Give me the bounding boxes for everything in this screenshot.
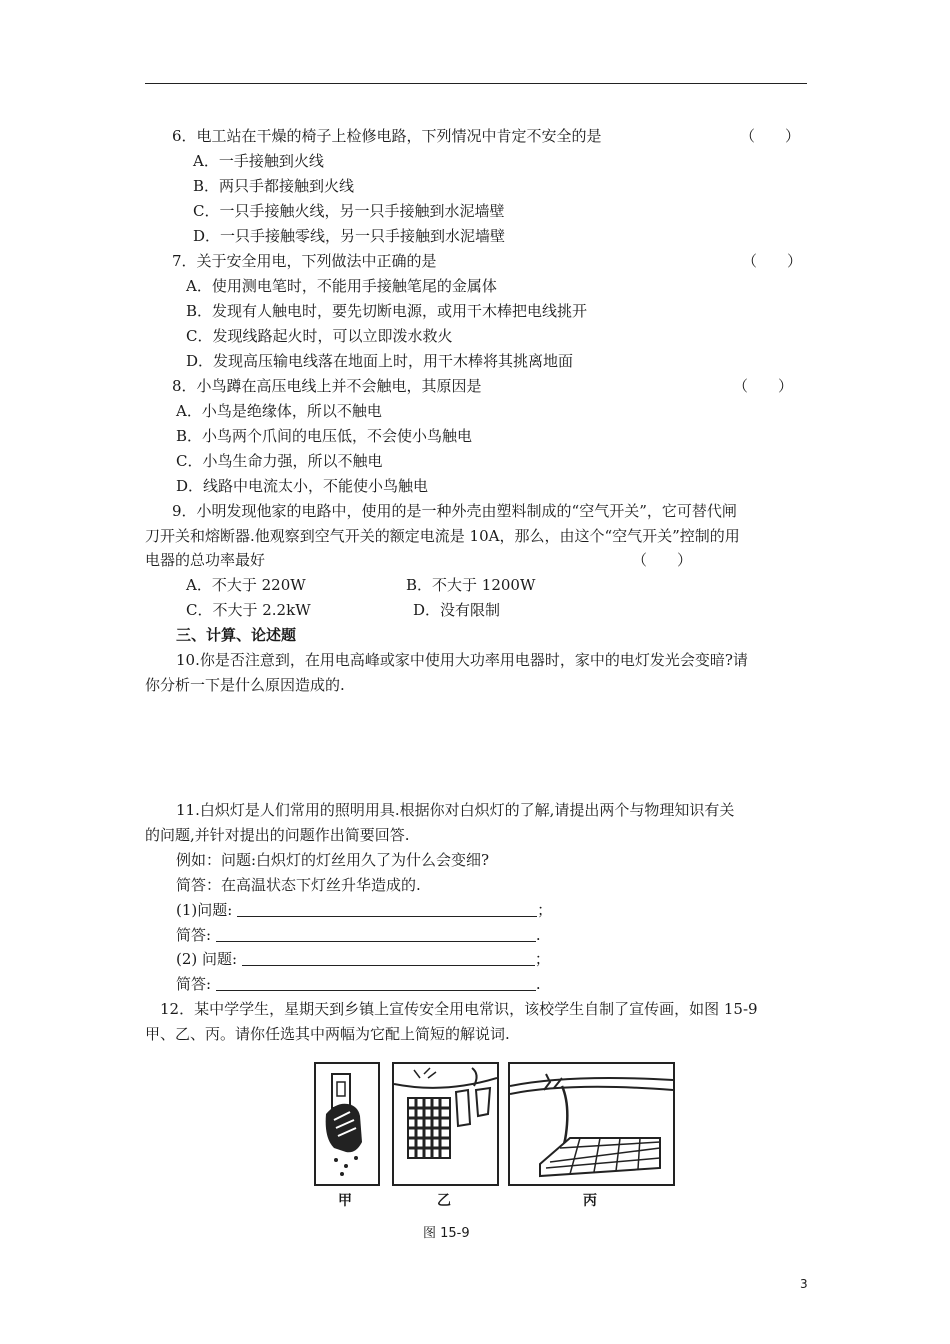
q11-stem-line1: 11.白炽灯是人们常用的照明用具.根据你对白炽灯的了解,请提出两个与物理知识有关 — [176, 801, 735, 819]
section-heading: 三、计算、论述题 — [176, 626, 297, 644]
q8-option-c: C．小鸟生命力强，所以不触电 — [176, 452, 383, 470]
figure-label-jia: 甲 — [338, 1193, 352, 1209]
q7-option-a: A．使用测电笔时，不能用手接触笔尾的金属体 — [186, 277, 497, 295]
q11-answer2-label: 简答: — [176, 975, 212, 993]
q6-answer-paren: （ ） — [740, 127, 801, 145]
figure-label-bing: 丙 — [583, 1193, 597, 1209]
q11-answer2-end: . — [535, 975, 541, 993]
clothes-on-wire-illustration — [394, 1064, 497, 1184]
figure-panel-jia — [314, 1062, 380, 1186]
q7-option-c: C．发现线路起火时，可以立即泼水救火 — [186, 327, 453, 345]
q11-question1-end: ； — [537, 901, 553, 919]
q11-question2-end: ； — [534, 950, 550, 968]
header-rule — [145, 83, 807, 84]
q7-option-d: D．发现高压输电线落在地面上时，用干木棒将其挑离地面 — [186, 352, 574, 370]
q8-option-d: D．线路中电流太小，不能使小鸟触电 — [176, 477, 429, 495]
q9-option-d: D．没有限制 — [413, 601, 501, 619]
q11-answer1-blank[interactable] — [216, 925, 536, 942]
q10-stem-line1: 10.你是否注意到，在用电高峰或家中使用大功率用电器时，家中的电灯发光会变暗?请 — [176, 651, 748, 669]
q11-answer1-label: 简答: — [176, 926, 212, 944]
q11-answer1-row — [176, 924, 541, 946]
q8-answer-paren: （ ） — [733, 377, 794, 395]
q6-option-c: C．一只手接触火线，另一只手接触到水泥墙壁 — [193, 202, 505, 220]
q6-option-b: B．两只手都接触到火线 — [193, 177, 355, 195]
fallen-wire-illustration — [510, 1064, 673, 1184]
q8-stem: 8．小鸟蹲在高压电线上并不会触电，其原因是 — [172, 377, 482, 395]
q9-answer-paren: （ ） — [632, 551, 693, 569]
q11-question1-blank[interactable] — [237, 900, 537, 917]
figure-panel-yi — [392, 1062, 499, 1186]
q10-stem-line2: 你分析一下是什么原因造成的. — [145, 676, 345, 694]
q11-question2-blank[interactable] — [242, 949, 535, 966]
q11-example-question: 例如：问题:白炽灯的灯丝用久了为什么会变细? — [176, 851, 490, 869]
q9-option-a: A．不大于 220W — [186, 576, 306, 594]
q7-answer-paren: （ ） — [742, 252, 803, 270]
q7-option-b: B．发现有人触电时，要先切断电源，或用干木棒把电线挑开 — [186, 302, 588, 320]
figure-panel-bing — [508, 1062, 675, 1186]
q11-example-answer: 简答：在高温状态下灯丝升华造成的. — [176, 876, 421, 894]
figure-caption: 图 15-9 — [423, 1226, 470, 1241]
figure-label-yi: 乙 — [437, 1193, 451, 1209]
q11-answer2-row — [176, 973, 541, 995]
q11-question1-label: (1)问题: — [176, 901, 233, 919]
q6-option-d: D．一只手接触零线，另一只手接触到水泥墙壁 — [193, 227, 506, 245]
q9-option-c: C．不大于 2.2kW — [186, 601, 311, 619]
q8-option-b: B．小鸟两个爪间的电压低，不会使小鸟触电 — [176, 427, 473, 445]
q11-answer1-end: . — [535, 926, 541, 944]
q6-option-a: A．一手接触到火线 — [193, 152, 324, 170]
q9-stem-line3: 电器的总功率最好 — [145, 551, 266, 569]
q7-stem: 7．关于安全用电，下列做法中正确的是 — [172, 252, 437, 270]
q11-answer2-blank[interactable] — [216, 974, 536, 991]
page-number: 3 — [800, 1277, 808, 1291]
q8-option-a: A．小鸟是绝缘体，所以不触电 — [176, 402, 382, 420]
q11-stem-line2: 的问题,并针对提出的问题作出简要回答. — [145, 826, 410, 844]
q12-stem-line1: 12．某中学学生，星期天到乡镇上宣传安全用电常识，该校学生自制了宣传画，如图 15-9 — [160, 1000, 758, 1018]
q11-question2-label: (2) 问题: — [176, 950, 238, 968]
q11-question2-row — [176, 948, 550, 970]
q11-question1-row — [176, 899, 552, 921]
q9-stem-line1: 9．小明发现他家的电路中，使用的是一种外壳由塑料制成的“空气开关”，它可替代闸 — [172, 502, 737, 520]
q9-option-b: B．不大于 1200W — [406, 576, 536, 594]
wet-hand-switch-illustration — [316, 1064, 378, 1184]
q12-stem-line2: 甲、乙、丙。请你任选其中两幅为它配上简短的解说词. — [145, 1025, 510, 1043]
q6-stem: 6．电工站在干燥的椅子上检修电路，下列情况中肯定不安全的是 — [172, 127, 602, 145]
q9-stem-line2: 刀开关和熔断器.他观察到空气开关的额定电流是 10A，那么，由这个“空气开关”控制的用 — [145, 527, 740, 545]
